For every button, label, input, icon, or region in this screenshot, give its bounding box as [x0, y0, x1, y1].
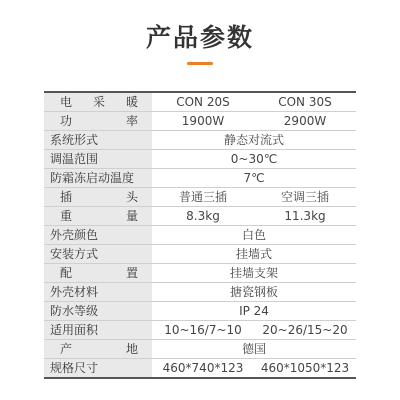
cell-color: 白色 [152, 226, 356, 245]
label-char: 暖 [125, 95, 138, 109]
label-char: 重 [60, 209, 73, 223]
row-label: 外壳颜色 [44, 226, 152, 245]
row-label [44, 264, 152, 283]
cell-weight-20s: 8.3kg [152, 207, 254, 226]
label-char: 头 [125, 190, 138, 204]
row-label [44, 340, 152, 359]
table-row-power [44, 112, 356, 131]
row-label [44, 92, 152, 112]
table-row-system [44, 131, 356, 150]
cell-waterproof: IP 24 [152, 302, 356, 321]
label-char: 功 [60, 114, 73, 128]
cell-area-20s: 10~16/7~10 [152, 321, 254, 340]
row-label: 安装方式 [44, 245, 152, 264]
cell-con20s: CON 20S [152, 92, 254, 112]
row-label [44, 112, 152, 131]
cell-system: 静态对流式 [152, 131, 356, 150]
table-row-area [44, 321, 356, 340]
row-label: 适用面积 [44, 321, 152, 340]
table-row-origin [44, 340, 356, 359]
cell-power-20s: 1900W [152, 112, 254, 131]
cell-size-30s: 460*1050*123 [254, 359, 356, 379]
row-label: 规格尺寸 [44, 359, 152, 379]
table-row-temp-range [44, 150, 356, 169]
cell-weight-30s: 11.3kg [254, 207, 356, 226]
cell-con30s: CON 30S [254, 92, 356, 112]
table-row-install [44, 245, 356, 264]
title-underline [187, 62, 213, 65]
label-char: 产 [60, 342, 73, 356]
page-title: 产品参数 [145, 23, 254, 52]
row-label: 防霜冻启动温度 [44, 169, 152, 188]
cell-frost: 7℃ [152, 169, 356, 188]
label-char: 电 [60, 95, 73, 109]
header [0, 0, 400, 80]
row-label: 调温范围 [44, 150, 152, 169]
row-label [44, 207, 152, 226]
label-char: 置 [125, 266, 138, 280]
cell-origin: 德国 [152, 340, 356, 359]
cell-size-20s: 460*740*123 [152, 359, 254, 379]
cell-plug-20s: 普通三插 [152, 188, 254, 207]
table-row-frost [44, 169, 356, 188]
table-row-waterproof [44, 302, 356, 321]
cell-material: 搪瓷钢板 [152, 283, 356, 302]
table-row-accessory [44, 264, 356, 283]
table-row-color [44, 226, 356, 245]
cell-power-30s: 2900W [254, 112, 356, 131]
cell-area-30s: 20~26/15~20 [254, 321, 356, 340]
row-label: 系统形式 [44, 131, 152, 150]
cell-temp-range: 0~30℃ [152, 150, 356, 169]
label-char: 配 [60, 266, 73, 280]
label-char: 率 [125, 114, 138, 128]
table-row-material [44, 283, 356, 302]
row-label: 防水等级 [44, 302, 152, 321]
table-row-plug [44, 188, 356, 207]
cell-accessory: 挂墙支架 [152, 264, 356, 283]
label-char: 量 [125, 209, 138, 223]
label-char: 插 [60, 190, 73, 204]
label-char: 采 [92, 95, 105, 109]
spec-table [44, 91, 356, 379]
table-row-model [44, 92, 356, 112]
row-label: 外壳材料 [44, 283, 152, 302]
cell-plug-30s: 空调三插 [254, 188, 356, 207]
table-row-weight [44, 207, 356, 226]
cell-install: 挂墙式 [152, 245, 356, 264]
label-char: 地 [125, 342, 138, 356]
row-label [44, 188, 152, 207]
table-row-size [44, 359, 356, 379]
